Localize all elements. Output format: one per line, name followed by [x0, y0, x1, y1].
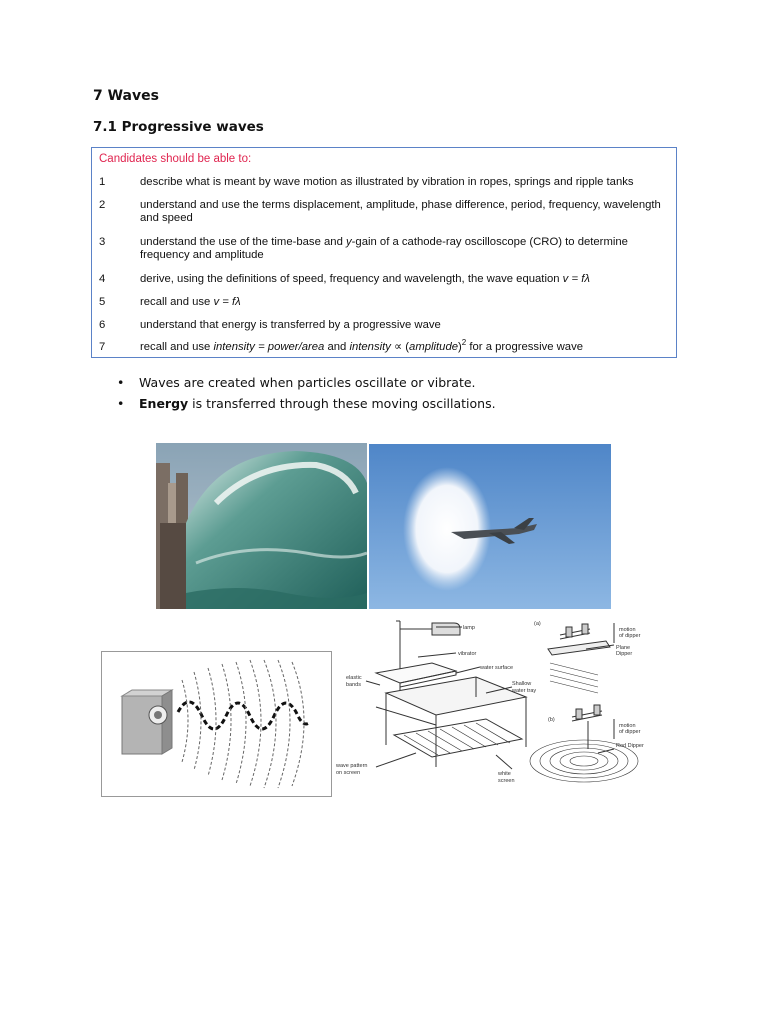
syllabus-text: and [324, 341, 350, 353]
label-wave-pattern: wave pattern [336, 763, 368, 769]
syllabus-text: recall and use [140, 296, 214, 308]
syllabus-text: derive, using the definitions of speed, frequency and wavelength, the wave equation [140, 273, 563, 285]
bullet-icon: • [117, 375, 125, 390]
syllabus-item-3 [140, 236, 672, 262]
bullet-bold: Energy [139, 396, 189, 411]
wave-equation: v = fλ [562, 273, 590, 285]
label-of-dipper-b: of dipper [619, 729, 641, 735]
label-elastic: elastic [346, 675, 362, 681]
chapter-heading: 7 Waves [93, 88, 159, 104]
syllabus-item-2 [140, 199, 672, 225]
ripple-tank-diagram [336, 615, 658, 795]
syllabus-line: understand and use the terms displacement, amplitude, phase difference, period, frequency, wavelength [140, 199, 661, 211]
bullet-text: Waves are created when particles oscillate or vibrate. [139, 375, 476, 390]
syllabus-italic: intensity = power/area [213, 341, 325, 353]
syllabus-number: 2 [99, 199, 106, 211]
sound-wave-diagram [101, 651, 332, 797]
syllabus-item-1: describe what is meant by wave motion as illustrated by vibration in ropes, springs and ripple tanks [140, 176, 634, 188]
syllabus-item-4 [140, 273, 672, 286]
bullet-icon: • [117, 396, 125, 411]
label-rod-dipper: Rod Dipper [616, 743, 644, 749]
syllabus-box [91, 147, 677, 358]
syllabus-number: 3 [99, 236, 106, 248]
label-bands: bands [346, 682, 361, 688]
section-heading: 7.1 Progressive waves [93, 119, 264, 135]
label-on-screen: on screen [336, 770, 361, 776]
label-a: (a) [534, 621, 541, 627]
syllabus-text: for a progressive wave [466, 341, 584, 353]
syllabus-text: ) [458, 341, 462, 353]
label-vibrator: vibrator [458, 651, 477, 657]
syllabus-line: and speed [140, 212, 193, 224]
syllabus-intro: Candidates should be able to: [99, 153, 252, 165]
label-of-dipper-a: of dipper [619, 633, 641, 639]
syllabus-text: recall and use [140, 341, 214, 353]
syllabus-number: 4 [99, 273, 106, 285]
syllabus-line: frequency and amplitude [140, 249, 264, 261]
label-white: white [498, 771, 511, 777]
label-lamp: lamp [463, 625, 475, 631]
label-screen: screen [498, 778, 515, 784]
syllabus-item-6: understand that energy is transferred by a progressive wave [140, 319, 441, 331]
syllabus-italic: y [346, 236, 352, 248]
syllabus-number: 7 [99, 341, 106, 353]
label-motion-b: motion [619, 723, 636, 729]
syllabus-number: 6 [99, 319, 106, 331]
label-shallow: Shallow [512, 681, 532, 687]
jet-sonic-boom-image [369, 444, 611, 609]
label-water-tray: water tray [512, 688, 537, 694]
syllabus-line [140, 236, 672, 249]
wave-equation: v = fλ [213, 296, 241, 308]
syllabus-italic: intensity [349, 341, 391, 353]
bullet-rest: is transferred through these moving oscillations. [188, 396, 496, 411]
label-water-surface: water surface [480, 665, 514, 671]
label-plane: Plane [616, 645, 631, 651]
bullet-text [139, 396, 496, 411]
syllabus-item-5 [140, 296, 672, 309]
syllabus-number: 1 [99, 176, 106, 188]
syllabus-text: understand the use of the time-base and [140, 236, 346, 248]
superscript: 2 [461, 338, 467, 348]
label-dipper: Dipper [616, 651, 633, 657]
label-motion-a: motion [619, 627, 636, 633]
syllabus-text: ∝ ( [390, 341, 410, 353]
syllabus-text: -gain of a cathode-ray oscilloscope (CRO) to determine [351, 236, 628, 248]
syllabus-item-7 [140, 338, 672, 354]
tsunami-image [156, 443, 367, 609]
syllabus-italic: amplitude [409, 341, 459, 353]
syllabus-number: 5 [99, 296, 106, 308]
label-b: (b) [548, 717, 555, 723]
